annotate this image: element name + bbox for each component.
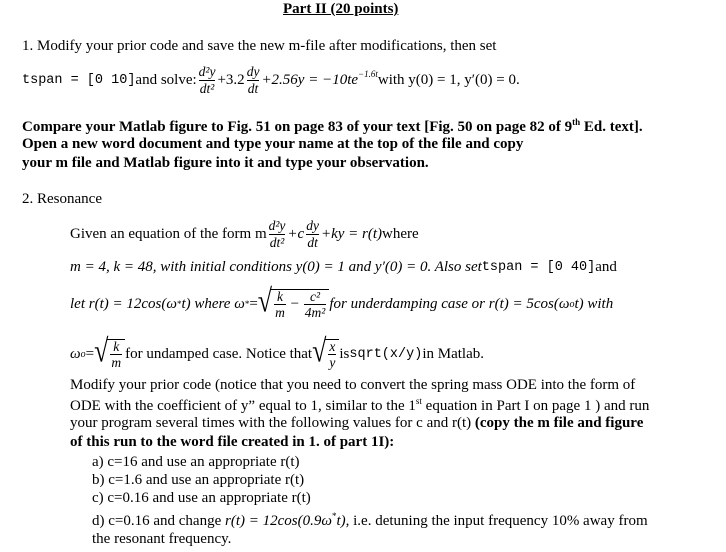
q2-omega-star-sqrt: √ $\frac{k}{m}$ − $\frac{\text{c²}}{\text{4m²}}$ xyxy=(258,289,330,320)
q1-and-solve: and solve: xyxy=(135,71,197,88)
page-title: Part II (20 points) xyxy=(283,1,399,17)
q1-d2y-dt2: $\frac{\text{d²y}}{\text{dt²}}$ xyxy=(198,64,216,96)
q1-coef-32: +3.2 xyxy=(217,71,245,88)
q1-instruction-1: Compare your Matlab figure to Fig. 51 on page 83 of your text [Fig. 50 on page 82 of 9th Ed. text]. xyxy=(22,117,643,135)
q2-item-d-cont: the resonant frequency. xyxy=(92,531,232,547)
q2-omega-o-sqrt: √ $\frac{k}{m}$ xyxy=(94,339,125,370)
q1-initial-conditions: with y(0) = 1, y′(0) = 0. xyxy=(377,71,520,88)
q2-item-b: b) c=1.6 and use an appropriate r(t) xyxy=(92,472,305,488)
q2-dy-dt: $\frac{dy}{dt}$ xyxy=(306,218,319,250)
q2-sqrt-code: sqrt(x/y) xyxy=(349,346,423,362)
q2-tspan-code: tspan = [0 40] xyxy=(481,260,596,275)
q1-dy-dt: $\frac{dy}{dt}$ xyxy=(246,64,260,96)
q2-params-line: m = 4, k = 48, with initial conditions y(0) = 1 and y′(0) = 0. Also set tspan = [0 40] and xyxy=(70,259,617,275)
q2-para-3: your program several times with the following values for c and r(t) (copy the m file and figure xyxy=(70,415,644,431)
q1-exponent: −1.6t xyxy=(358,69,378,79)
q1-intro: 1. Modify your prior code and save the new m-file after modifications, then set xyxy=(22,38,497,54)
q2-d2y-dt2: $\frac{\text{d²y}}{\text{dt²}}$ xyxy=(268,218,286,250)
q2-heading: 2. Resonance xyxy=(22,191,102,207)
q2-x-over-y-sqrt: √ $\frac{x}{y}$ xyxy=(312,339,339,370)
q2-para-2: ODE with the coefficient of y” equal to 1, similar to the 1st equation in Part I on page 1 ) and run xyxy=(70,396,650,414)
q2-forcing-line: let r(t) = 12cos(ω * t) where ω * = √ $\frac{k}{m}$ − $\frac{\text{c²}}{\text{4m²}}$ for underdamping case or r(t) = 5cos(ω o t) with xyxy=(70,282,614,320)
q2-item-a: a) c=16 and use an appropriate r(t) xyxy=(92,454,300,470)
q2-para-1: Modify your prior code (notice that you need to convert the spring mass ODE into the form of xyxy=(70,377,636,393)
q2-item-d: d) c=0.16 and change r(t) = 12cos(0.9ω*t), i.e. detuning the input frequency 10% away from xyxy=(92,511,648,529)
q2-undamped-line: ω o = √ $\frac{k}{m}$ for undamped case. Notice that √ $\frac{x}{y}$ is sqrt(x/y) in Matlab. xyxy=(70,332,484,370)
q1-equation-line xyxy=(22,61,520,99)
q1-rest: +2.56y = −10te xyxy=(261,71,359,88)
q1-instruction-3: your m file and Matlab figure into it and type your observation. xyxy=(22,155,429,171)
q1-instruction-2: Open a new word document and type your name at the top of the file and copy xyxy=(22,136,524,152)
q2-item-c: c) c=0.16 and use an appropriate r(t) xyxy=(92,490,311,506)
q1-tspan-code: tspan = [0 10] xyxy=(22,72,136,88)
q2-given-line: Given an equation of the form m $\frac{\text{d²y}}{\text{dt²}}$ +c $\frac{dy}{dt}$ +ky = r(t) where xyxy=(70,218,419,250)
q2-para-4: of this run to the word file created in 1. of part 1I): xyxy=(70,434,395,450)
